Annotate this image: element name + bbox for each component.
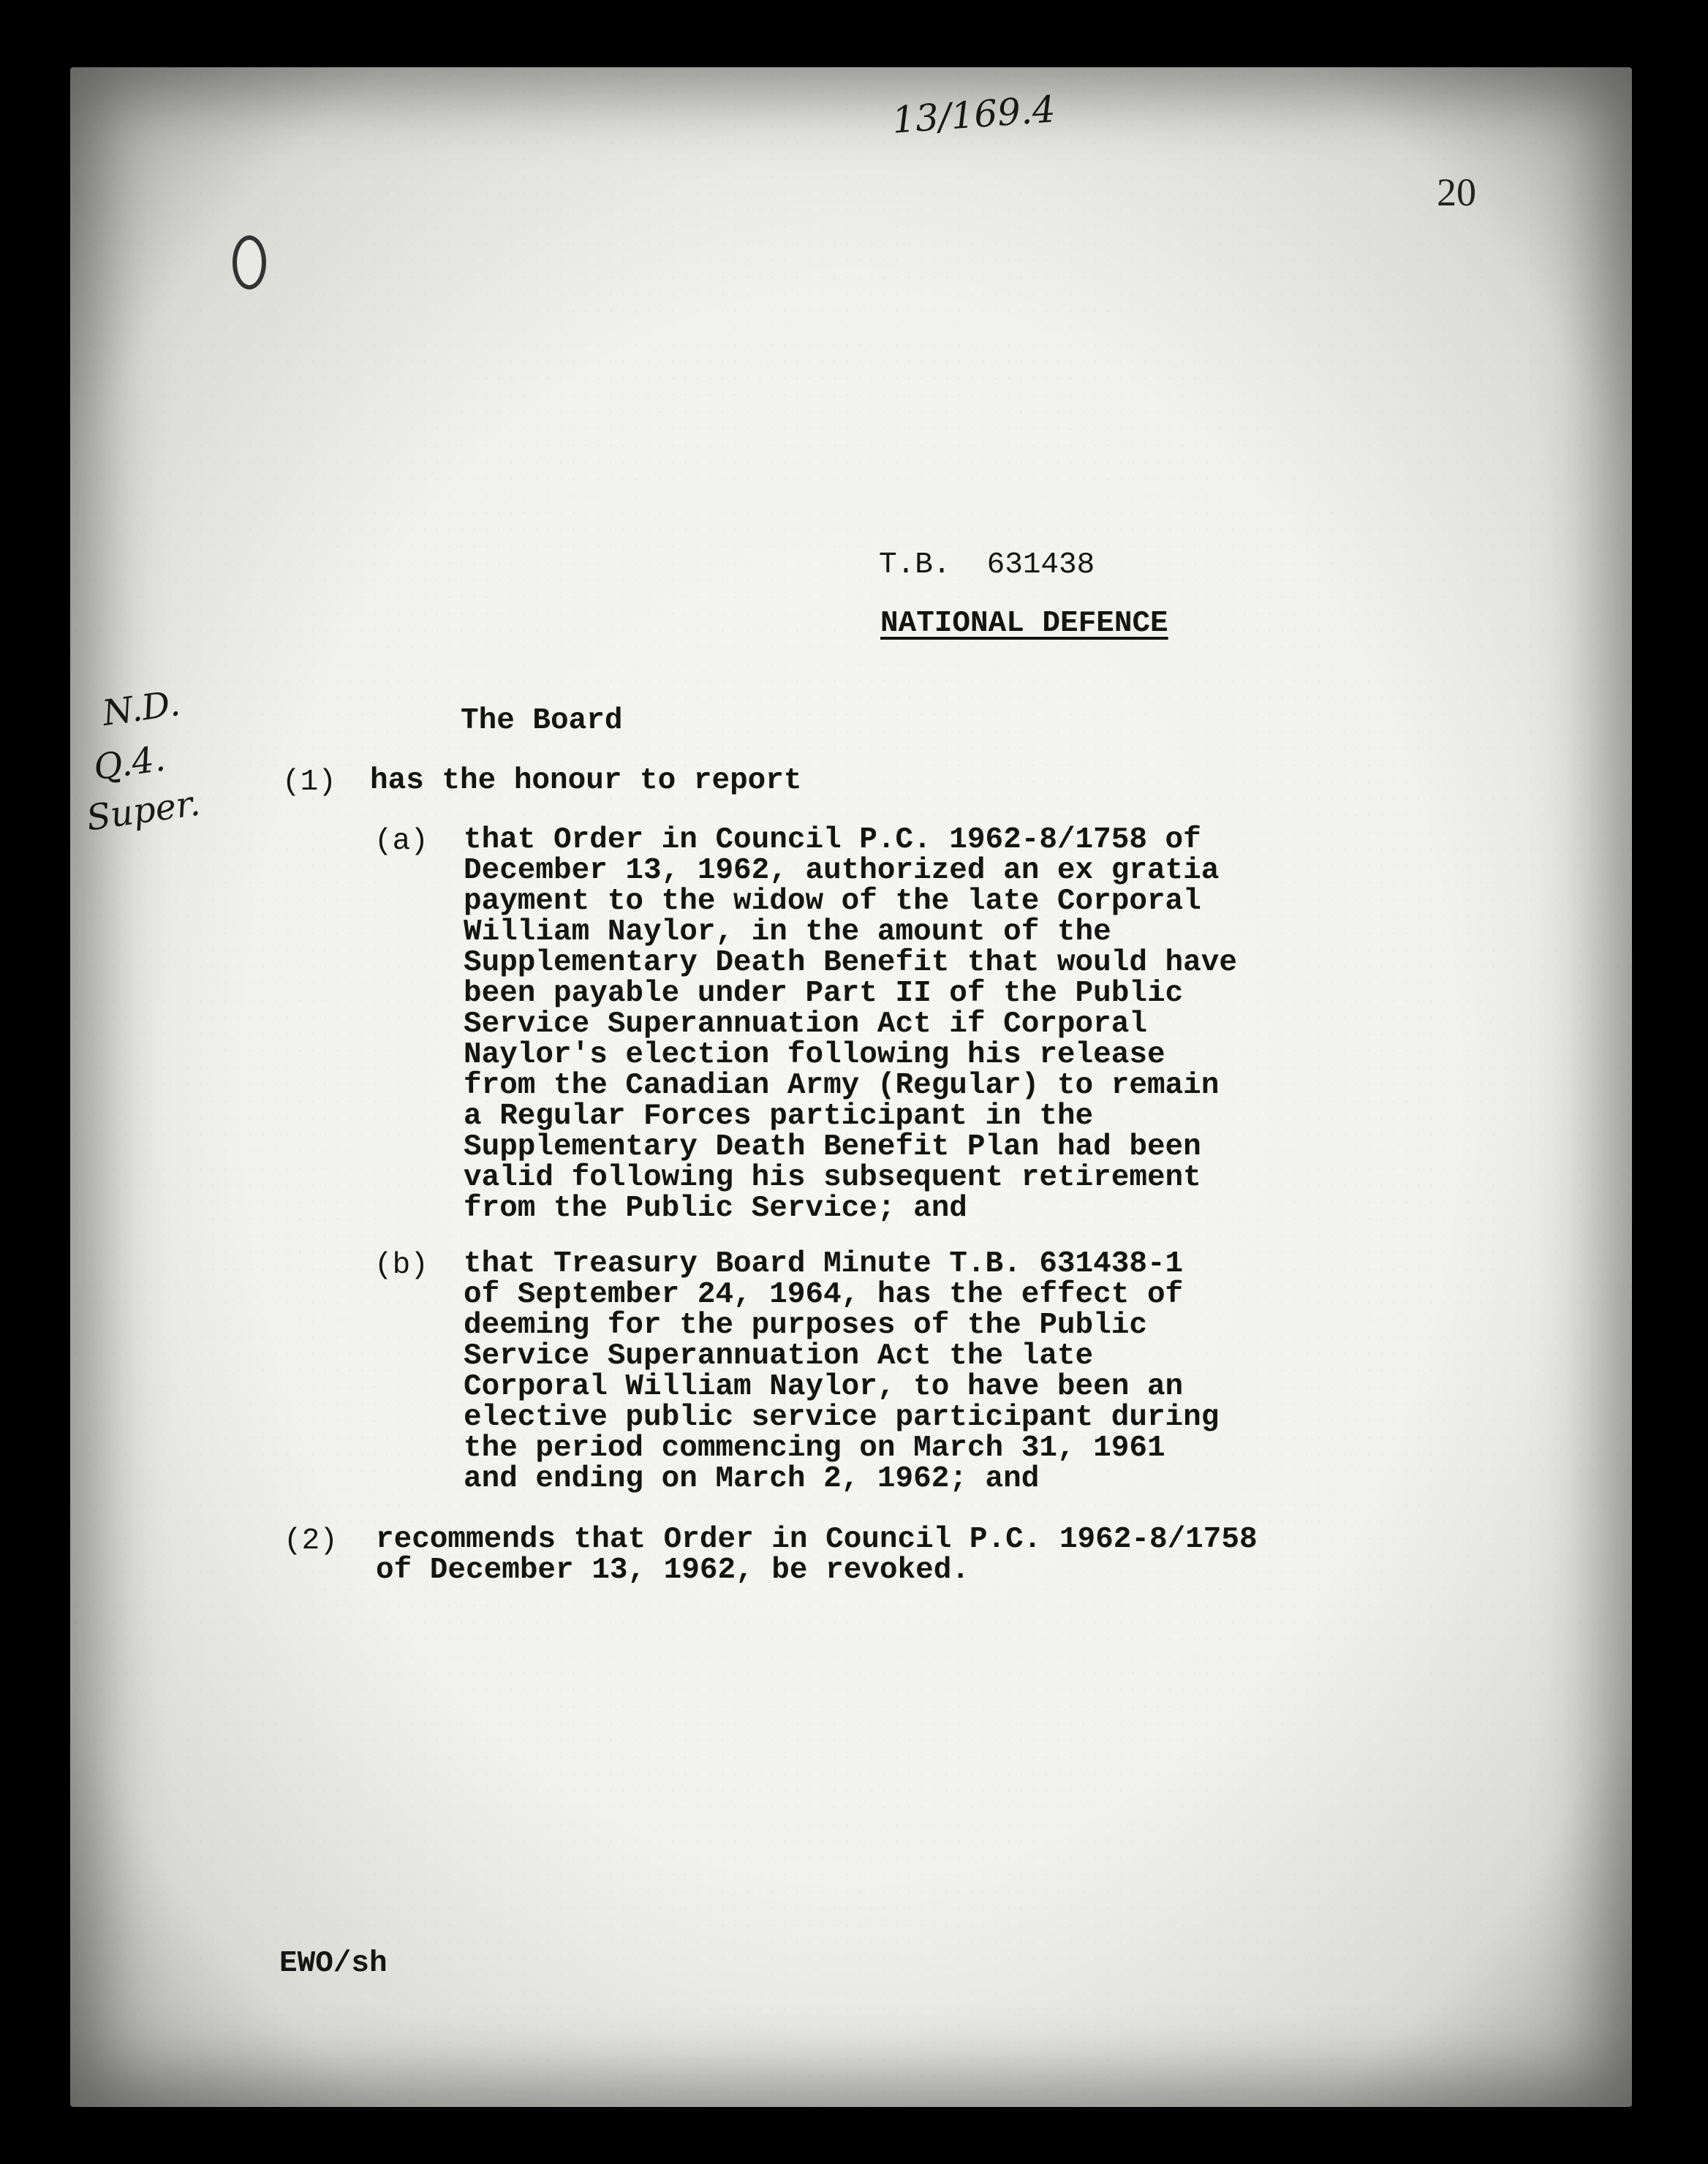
file-reference-handwritten: 13/169.4 (891, 88, 1057, 142)
item-2-marker: (2) (284, 1524, 338, 1558)
typist-initials: EWO/sh (279, 1947, 388, 1980)
margin-note-2: Q.4. (91, 738, 168, 789)
page-number: 20 (1437, 170, 1476, 214)
tb-number: T.B. 631438 (879, 548, 1095, 582)
item-b-text: that Treasury Board Minute T.B. 631438-1 of September 24, 1964, has the effect of deeming for the purposes of the Public Service Superannuation Act the late Corporal William Naylor, to have been an elective public service participant during the period commencing on March 31, 1961 and ending on March 2, 1962; and (464, 1247, 1220, 1496)
margin-note-1: N.D. (99, 682, 183, 735)
item-2-text: recommends that Order in Council P.C. 1962-8/1758 of December 13, 1962, be revoked. (376, 1523, 1258, 1587)
punch-hole (233, 235, 266, 290)
item-1-marker: (1) (282, 765, 336, 799)
margin-note-3: Super. (83, 782, 203, 839)
item-1-text: has the honour to report (370, 764, 802, 798)
item-a-text: that Order in Council P.C. 1962-8/1758 of December 13, 1962, authorized an ex gratia payment to the widow of the late Corporal William Naylor, in the amount of the Supplementary Death Benefit that would have been payable under Part II of the Public Service Superannuation Act if Corporal Naylor's election following his release from the Canadian Army (Regular) to remain a Regular Forces participant in the Supplementary Death Benefit Plan had been valid following his subsequent retirement from the Public Service; and (464, 823, 1237, 1225)
item-a-marker: (a) (374, 825, 428, 858)
department-heading: NATIONAL DEFENCE (880, 607, 1168, 640)
board-heading: The Board (461, 704, 623, 738)
item-b-marker: (b) (374, 1249, 428, 1282)
